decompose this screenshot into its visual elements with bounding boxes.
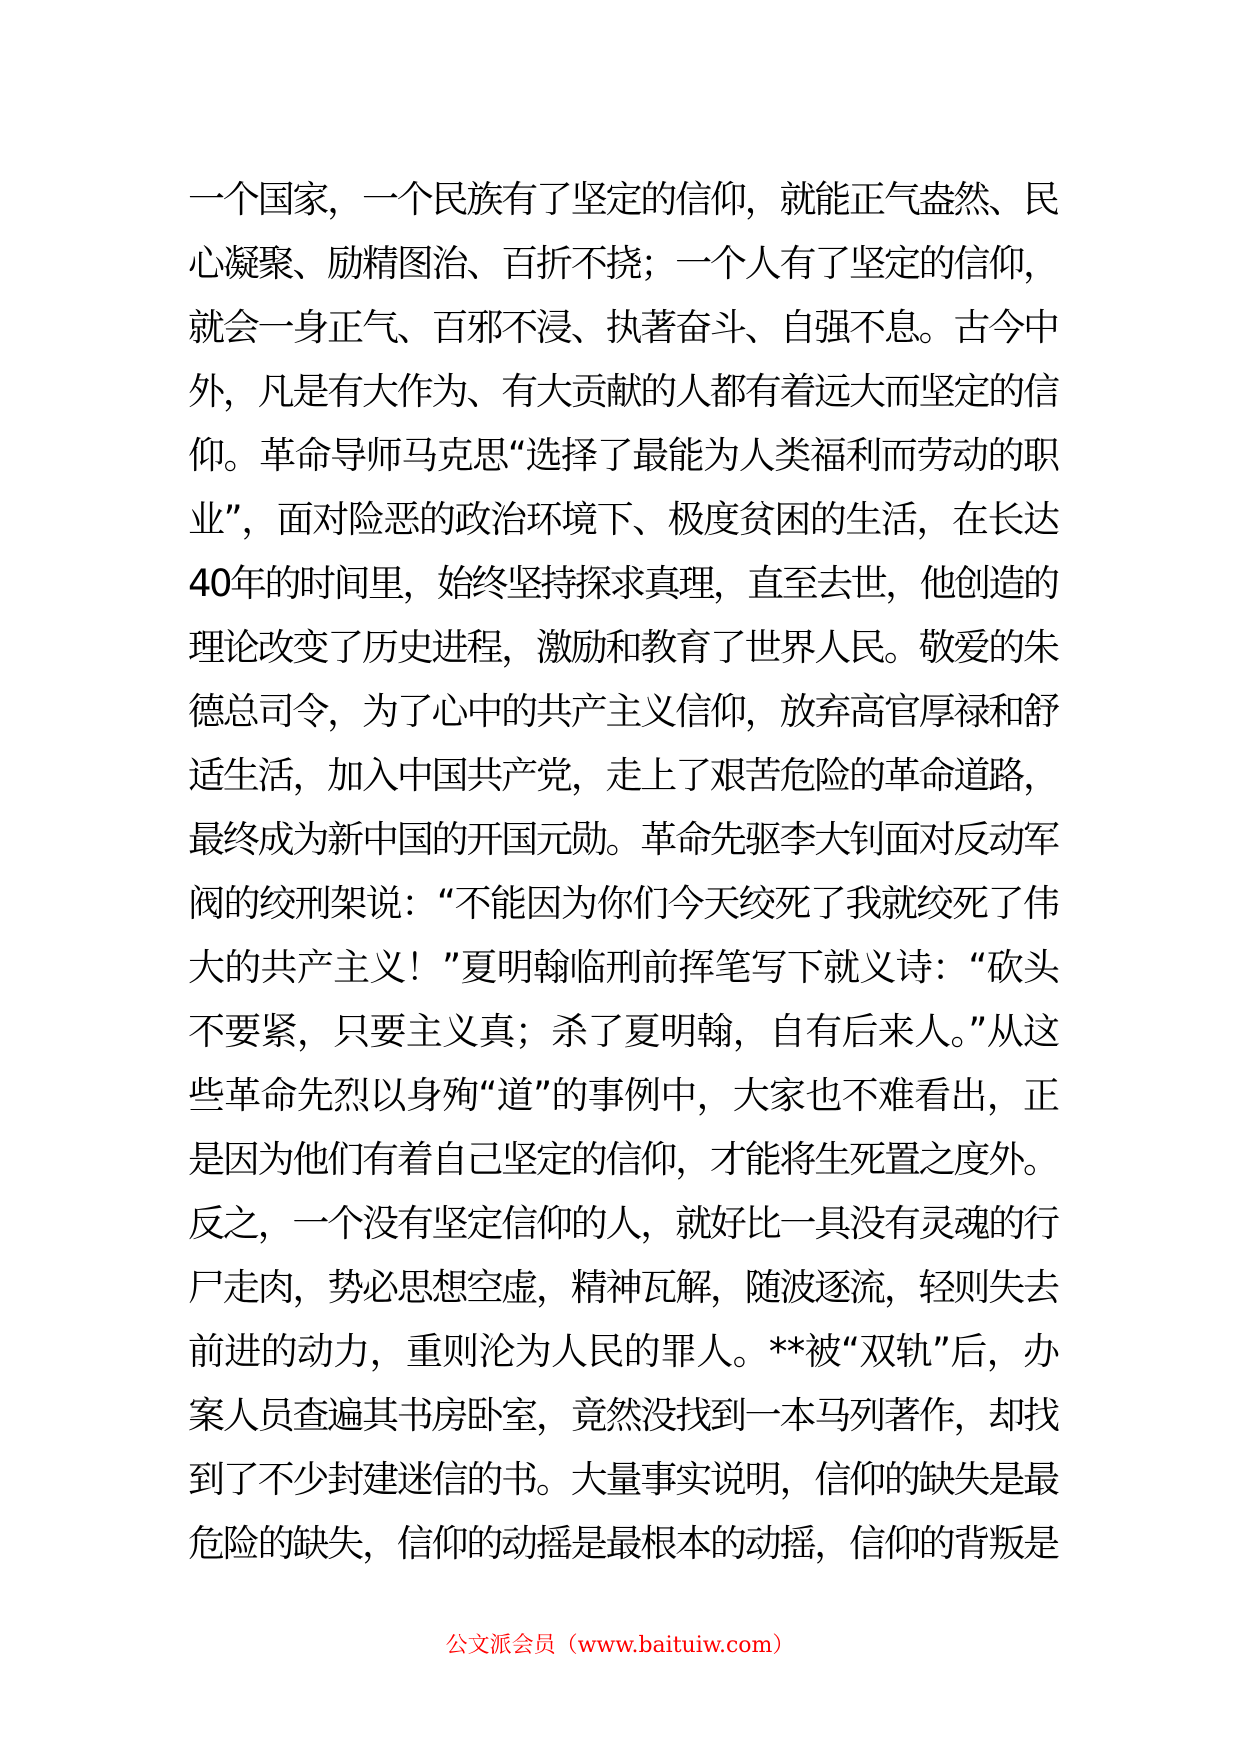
text-line: 就会一身正气、百邪不浸、执著奋斗、自强不息。古今中 xyxy=(188,306,1058,349)
text-line: 前进的动力，重则沦为人民的罪人。**被“双轨”后，办 xyxy=(188,1330,1060,1373)
text-line: 业”，面对险恶的政治环境下、极度贫困的生活，在长达 xyxy=(188,498,1059,541)
text-line: 是因为他们有着自己坚定的信仰，才能将生死置之度外。 xyxy=(188,1138,1058,1181)
text-line: 心凝聚、励精图治、百折不挠；一个人有了坚定的信仰， xyxy=(188,242,1058,285)
text-line: 些革命先烈以身殉“道”的事例中，大家也不难看出，正 xyxy=(188,1074,1060,1117)
text-line: 尸走肉，势必思想空虚，精神瓦解，随波逐流，轻则失去 xyxy=(188,1266,1058,1309)
text-line: 仰。革命导师马克思“选择了最能为人类福利而劳动的职 xyxy=(188,434,1059,477)
text-line: 阀的绞刑架说：“不能因为你们今天绞死了我就绞死了伟 xyxy=(188,882,1059,925)
text-line: 40年的时间里，始终坚持探求真理，直至去世，他创造的 xyxy=(188,562,1058,605)
text-line: 到了不少封建迷信的书。大量事实说明，信仰的缺失是最 xyxy=(188,1458,1058,1501)
text-line: 反之，一个没有坚定信仰的人，就好比一具没有灵魂的行 xyxy=(188,1202,1058,1245)
text-line: 案人员查遍其书房卧室，竟然没找到一本马列著作，却找 xyxy=(188,1394,1058,1437)
text-line: 危险的缺失，信仰的动摇是最根本的动摇，信仰的背叛是 xyxy=(188,1522,1058,1565)
text-line: 大的共产主义！”夏明翰临刑前挥笔写下就义诗：“砍头 xyxy=(188,946,1060,989)
text-line: 理论改变了历史进程，激励和教育了世界人民。敬爱的朱 xyxy=(188,626,1058,669)
text-line: 外，凡是有大作为、有大贡献的人都有着远大而坚定的信 xyxy=(188,370,1058,413)
footer-watermark: 公文派会员（www.baituiw.com） xyxy=(445,1633,795,1658)
text-line: 适生活，加入中国共产党，走上了艰苦危险的革命道路， xyxy=(188,754,1058,797)
text-line: 一个国家，一个民族有了坚定的信仰，就能正气盎然、民 xyxy=(188,178,1058,221)
body-paragraph xyxy=(188,168,1060,1576)
text-line: 不要紧，只要主义真；杀了夏明翰，自有后来人。”从这 xyxy=(188,1010,1060,1053)
text-line: 最终成为新中国的开国元勋。革命先驱李大钊面对反动军 xyxy=(188,818,1058,861)
text-line: 德总司令，为了心中的共产主义信仰，放弃高官厚禄和舒 xyxy=(188,690,1058,733)
